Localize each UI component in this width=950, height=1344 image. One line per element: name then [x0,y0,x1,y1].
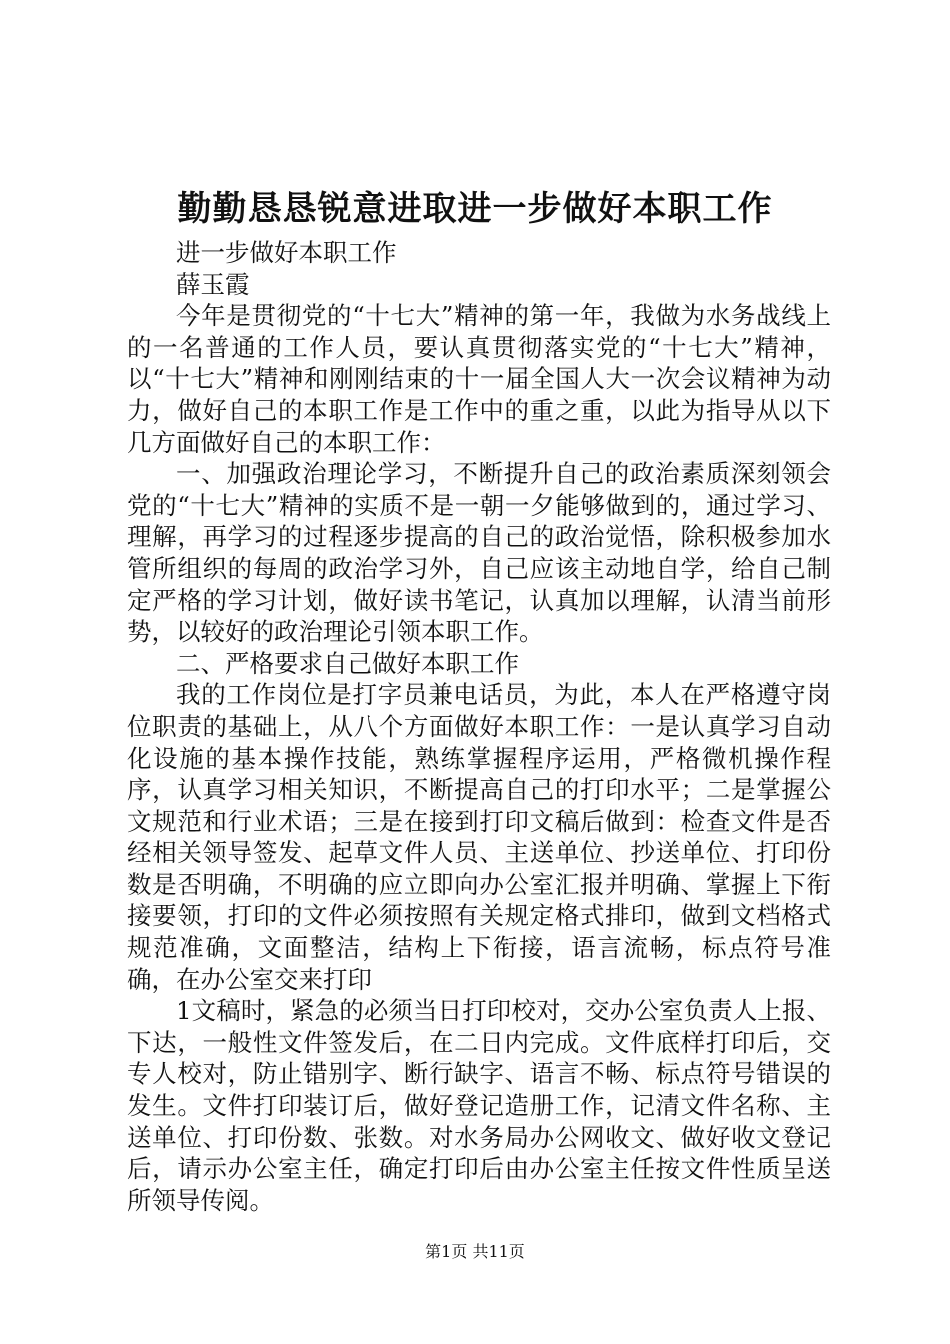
paragraph-section-one: 一、加强政治理论学习，不断提升自己的政治素质深刻领会党的“十七大”精神的实质不是一朝一夕能够做到的，通过学习、理解，再学习的过程逐步提高的自己的政治觉悟，除积极参加水管所组织的每周的政治学习外，自己应该主动地自学，给自己制定严格的学习计划，做好读书笔记，认真加以理解，认清当前形势，以较好的政治理论引领本职工作。 [127,459,831,647]
document-body [127,237,831,1216]
section-two-heading: 二、严格要求自己做好本职工作 [176,648,519,678]
subtitle-line: 进一步做好本职工作 [176,238,397,267]
paragraph-job-duties: 我的工作岗位是打字员兼电话员，为此，本人在严格遵守岗位职责的基础上，从八个方面做好本职工作：一是认真学习自动化设施的基本操作技能，熟练掌握程序运用，严格微机操作程序，认真学习相关知识，不断提高自己的打印水平；二是掌握公文规范和行业术语；三是在接到打印文稿后做到：检查文件是否经相关领导签发、起草文件人员、主送单位、抄送单位、打印份数是否明确，不明确的应立即向办公室汇报并明确、掌握上下衔接要领，打印的文件必须按照有关规定格式排印，做到文档格式规范准确，文面整洁，结构上下衔接，语言流畅，标点符号准确，在办公室交来打印 [127,680,831,994]
paragraph-intro: 今年是贯彻党的“十七大”精神的第一年，我做为水务战线上的一名普通的工作人员，要认真贯彻落实党的“十七大”精神，以“十七大”精神和刚刚结束的十一届全国人大一次会议精神为动力，做好自己的本职工作是工作中的重之重，以此为指导从以下几方面做好自己的本职工作： [127,301,831,457]
page-number-footer: 第1页 共11页 [425,1242,525,1261]
author-line: 薛玉霞 [176,269,250,299]
document-title: 勤勤恳恳锐意进取进一步做好本职工作 [177,189,773,229]
paragraph-printing-process: 1文稿时，紧急的必须当日打印校对，交办公室负责人上报、下达，一般性文件签发后，在二日内完成。文件底样打印后，交专人校对，防止错别字、断行缺字、语言不畅、标点符号错误的发生。文件打印装订后，做好登记造册工作，记清文件名称、主送单位、打印份数、张数。对水务局办公网收文、做好收文登记后，请示办公室主任，确定打印后由办公室主任按文件性质呈送所领导传阅。 [127,996,831,1215]
